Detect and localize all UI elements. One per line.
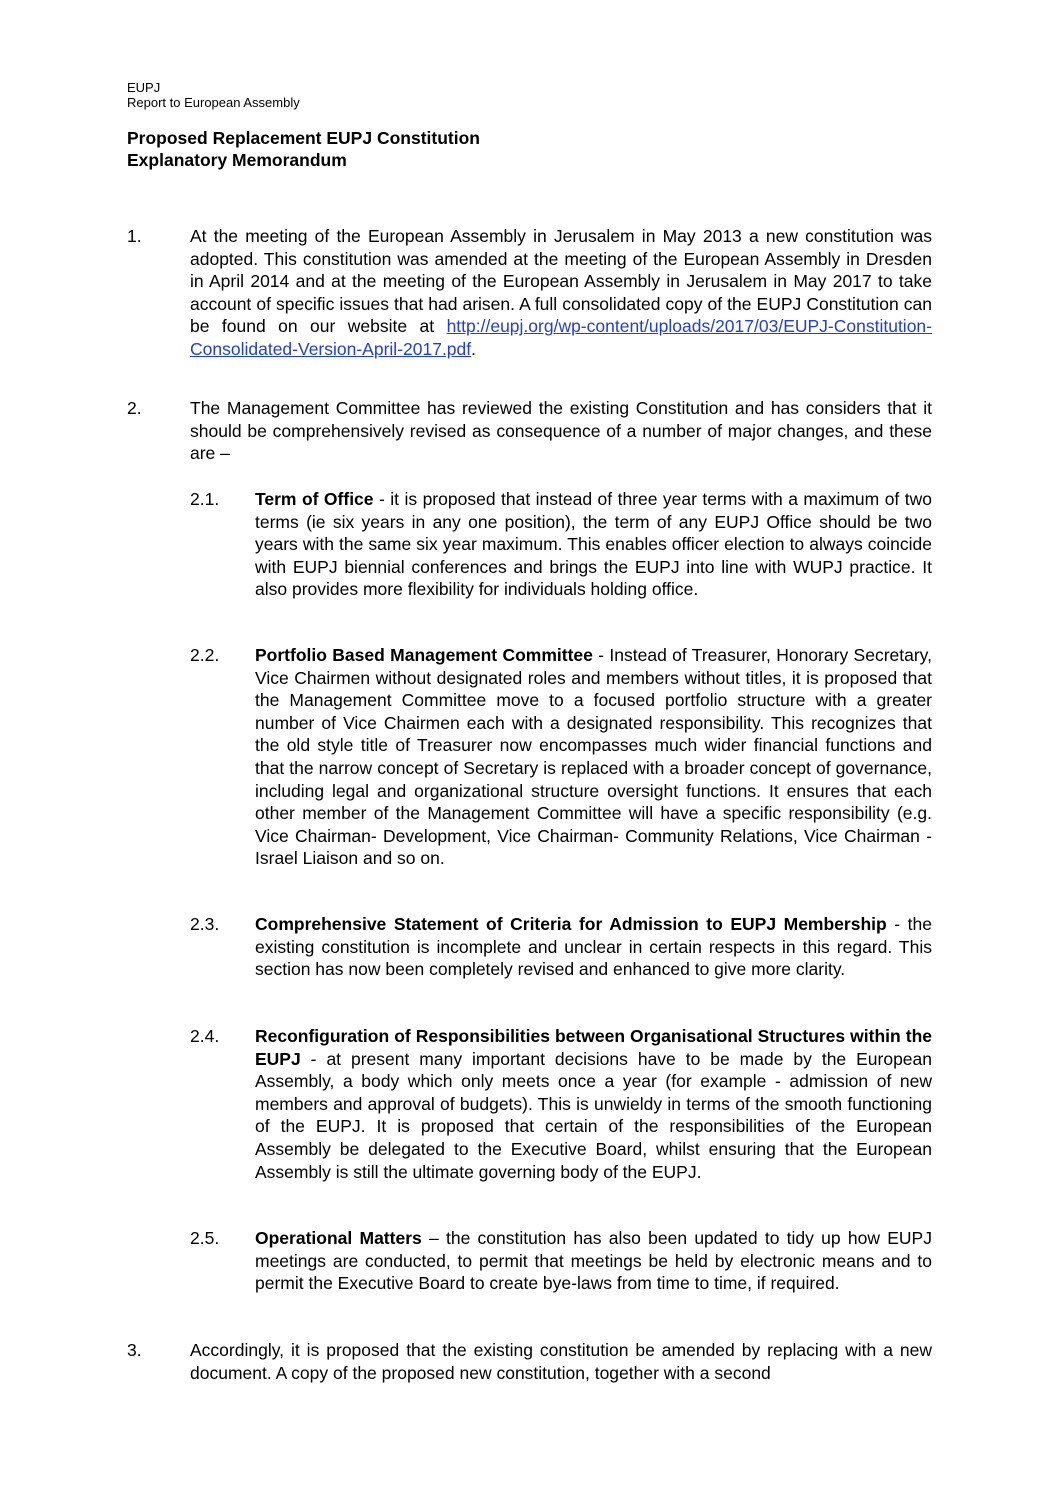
constitution-link[interactable]: http://eupj.org/wp-content/uploads/2017/03/EUPJ-Constitution-Consolidated-Version-April-2017.pdf bbox=[190, 316, 932, 359]
subitem-heading: Portfolio Based Management Committee bbox=[255, 645, 593, 665]
item-number: 2. bbox=[127, 398, 142, 418]
paragraph-3: Accordingly, it is proposed that the existing constitution be amended by replacing with a new document. A copy of the proposed new constitution, together with a second bbox=[190, 1340, 932, 1383]
subitem-number: 2.5. bbox=[190, 1228, 220, 1248]
subitem-2-2 bbox=[255, 644, 932, 870]
subitem-text: - it is proposed that instead of three year terms with a maximum of two terms (ie six years in any one position), the term of any EUPJ Office should be two years with the same six year maximum. This enables officer election to always coincide with EUPJ biennial conferences and brings the EUPJ into line with WUPJ practice. It also provides more flexibility for individuals holding office. bbox=[255, 489, 932, 600]
header-org: EUPJ bbox=[127, 80, 161, 95]
item-number: 3. bbox=[127, 1340, 142, 1360]
subitem-number: 2.2. bbox=[190, 645, 220, 665]
subitem-text: - at present many important decisions have to be made by the European Assembly, a body which only meets once a year (for example - admission of new members and approval of budgets). This is unwieldy in terms of the smooth functioning of the EUPJ. It is proposed that certain of the responsibilities of the European Assembly be delegated to the Executive Board, whilst ensuring that the European Assembly is still the ultimate governing body of the EUPJ. bbox=[255, 1048, 932, 1182]
subitem-number: 2.4. bbox=[190, 1026, 220, 1046]
subitem-heading: Comprehensive Statement of Criteria for Admission to EUPJ Membership bbox=[255, 914, 887, 934]
header-subtitle: Report to European Assembly bbox=[127, 95, 300, 110]
subitem-heading: Term of Office bbox=[255, 489, 374, 509]
paragraph-1-text: At the meeting of the European Assembly in Jerusalem in May 2013 a new constitution was adopted. This constitution was amended at the meeting of the European Assembly in Dresden in April 2014 and at the meeting of the European Assembly in Jerusalem in May 2017 to take account of specific issues that had arisen. A full consolidated copy of the EUPJ Constitution can be found on our website at bbox=[190, 226, 932, 337]
paragraph-1 bbox=[190, 225, 932, 361]
paragraph-2: The Management Committee has reviewed the existing Constitution and has considers that it should be comprehensively revised as consequence of a number of major changes, and these are – bbox=[190, 398, 932, 464]
subitem-number: 2.3. bbox=[190, 914, 220, 934]
subitem-text: - the existing constitution is incomplete and unclear in certain respects in this regard. This section has now been completely revised and enhanced to give more clarity. bbox=[255, 914, 932, 980]
item-number: 1. bbox=[127, 226, 142, 246]
document-subtitle: Explanatory Memorandum bbox=[127, 150, 347, 170]
paragraph-1-end: . bbox=[471, 338, 477, 359]
subitem-2-4 bbox=[255, 1025, 932, 1183]
subitem-text: - Instead of Treasurer, Honorary Secretary, Vice Chairmen without designated roles and members without titles, it is proposed that the Management Committee move to a focused portfolio structure with a greater number of Vice Chairmen each with a designated responsibility. This recognizes that the old style title of Treasurer now encompasses much wider financial functions and that the narrow concept of Secretary is replaced with a broader concept of governance, including legal and organizational structure oversight functions. It ensures that each other member of the Management Committee will have a specific responsibility (e.g. Vice Chairman- Development, Vice Chairman- Community Relations, Vice Chairman - Israel Liaison and so on. bbox=[255, 645, 932, 869]
subitem-heading: Operational Matters bbox=[255, 1228, 422, 1248]
subitem-heading: Reconfiguration of Responsibilities between Organisational Structures within the EUPJ bbox=[255, 1026, 932, 1069]
subitem-2-1 bbox=[255, 488, 932, 601]
document-title: Proposed Replacement EUPJ Constitution bbox=[127, 128, 480, 148]
subitem-2-3 bbox=[255, 913, 932, 981]
subitem-number: 2.1. bbox=[190, 489, 220, 509]
subitem-2-5 bbox=[255, 1227, 932, 1295]
subitem-text: – the constitution has also been updated to tidy up how EUPJ meetings are conducted, to permit that meetings be held by electronic means and to permit the Executive Board to create bye-laws from time to time, if required. bbox=[255, 1228, 932, 1294]
